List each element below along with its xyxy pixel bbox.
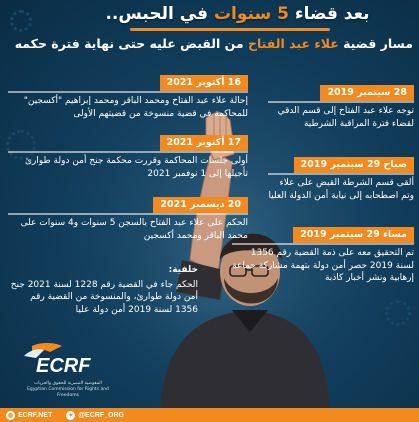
title-highlight: 5 سنوات	[213, 4, 289, 24]
timeline-card-left-3	[8, 192, 248, 242]
timeline-card-left-2	[8, 130, 248, 180]
date-badge: 16 أكتوبر 2021	[160, 75, 248, 91]
logo-subtitle	[18, 381, 118, 399]
divider-line	[232, 243, 414, 245]
twitter-icon: ✦	[68, 412, 74, 419]
date-badge: مساء 29 سبتمبر 2019	[293, 227, 414, 243]
date-badge: 28 سبتمبر 2019	[320, 85, 414, 101]
gear-decoration-icon	[385, 300, 411, 326]
website-label: ECRF.NET	[18, 411, 53, 419]
event-text: ألقى قسم الشرطة القبض على علاء وتم اصطحابه إلى نيابة أمن الدولة العليا	[268, 178, 414, 201]
logo-subtitle-ar: المفوضية المصرية للحقوق والحريات	[34, 381, 102, 386]
timeline-card-right-1	[268, 80, 414, 130]
gear-decoration-icon	[10, 10, 32, 32]
footer-twitter[interactable]	[66, 411, 124, 420]
globe-icon: ◍	[7, 412, 14, 419]
background-heading: خلفية:	[168, 265, 198, 275]
divider-line	[268, 101, 414, 103]
date-badge: 17 أكتوبر 2021	[160, 135, 248, 151]
subtitle-part2: من القبض عليه حتى نهاية فترة حكمه	[14, 36, 248, 51]
twitter-handle: @ECRF_ORG	[78, 411, 124, 419]
subtitle-highlight: علاء عبد الفتاح	[247, 36, 339, 51]
logo-subtitle-en: Egyptian Commission for Rights and Freedoms	[27, 387, 109, 398]
title-underline	[130, 28, 330, 31]
title-part1: بعد قضاء	[288, 4, 370, 24]
subtitle-part1: مسار قضية	[338, 36, 413, 51]
timeline-card-background	[8, 262, 198, 316]
divider-line	[8, 91, 248, 93]
divider-line	[8, 151, 248, 153]
event-text: توجه علاء عبد الفتاح إلى قسم الدقي لقضاء فترة المراقبة الشرطية	[277, 106, 414, 129]
date-badge: صباح 29 سبتمبر 2019	[294, 157, 414, 173]
date-badge: 20 ديسمبر 2021	[153, 197, 248, 213]
event-text: الحكم جاء في القضية رقم 1228 لسنة 2021 جنح أمن دولة طوارئ، والمنسوخة من القضية رقم 1356 لسنة 2019 أمن دولة عليا	[10, 279, 198, 315]
event-text: تم التحقيق معه على ذمة القضية رقم 1356 لسنة 2019 حصر أمن دولة بتهمة مشاركة جماعة إرهابية ونشر أخبار كاذبة	[232, 248, 414, 283]
footer-website[interactable]	[6, 411, 52, 420]
event-text: أولى جلسات المحاكمة وقررت محكمة جنح أمن دولة طوارئ تأجيلها إلى 1 نوفمبر 2021	[24, 156, 248, 179]
divider-line	[268, 173, 414, 175]
logo-name: ECRF	[36, 355, 91, 377]
divider-line	[8, 213, 248, 215]
footer-bar	[0, 408, 419, 422]
page-title	[60, 4, 415, 24]
title-part2: في الحبس..	[105, 4, 214, 24]
timeline-card-right-3	[232, 222, 414, 285]
timeline-card-left-1	[8, 70, 248, 120]
page-subtitle	[14, 36, 413, 51]
event-text: إحالة علاء عبد الفتاح ومحمد الباقر ومحمد إبراهيم "أكسجين" للمحاكمة في قضية منسوخة من قضيتهم الأولى	[23, 96, 248, 119]
timeline-card-right-2	[268, 152, 414, 202]
event-text: الحكم على علاء عبد الفتاح بالسجن 5 سنوات و4 سنوات على محمد الباقر ومحمد أكسجين	[20, 218, 248, 241]
